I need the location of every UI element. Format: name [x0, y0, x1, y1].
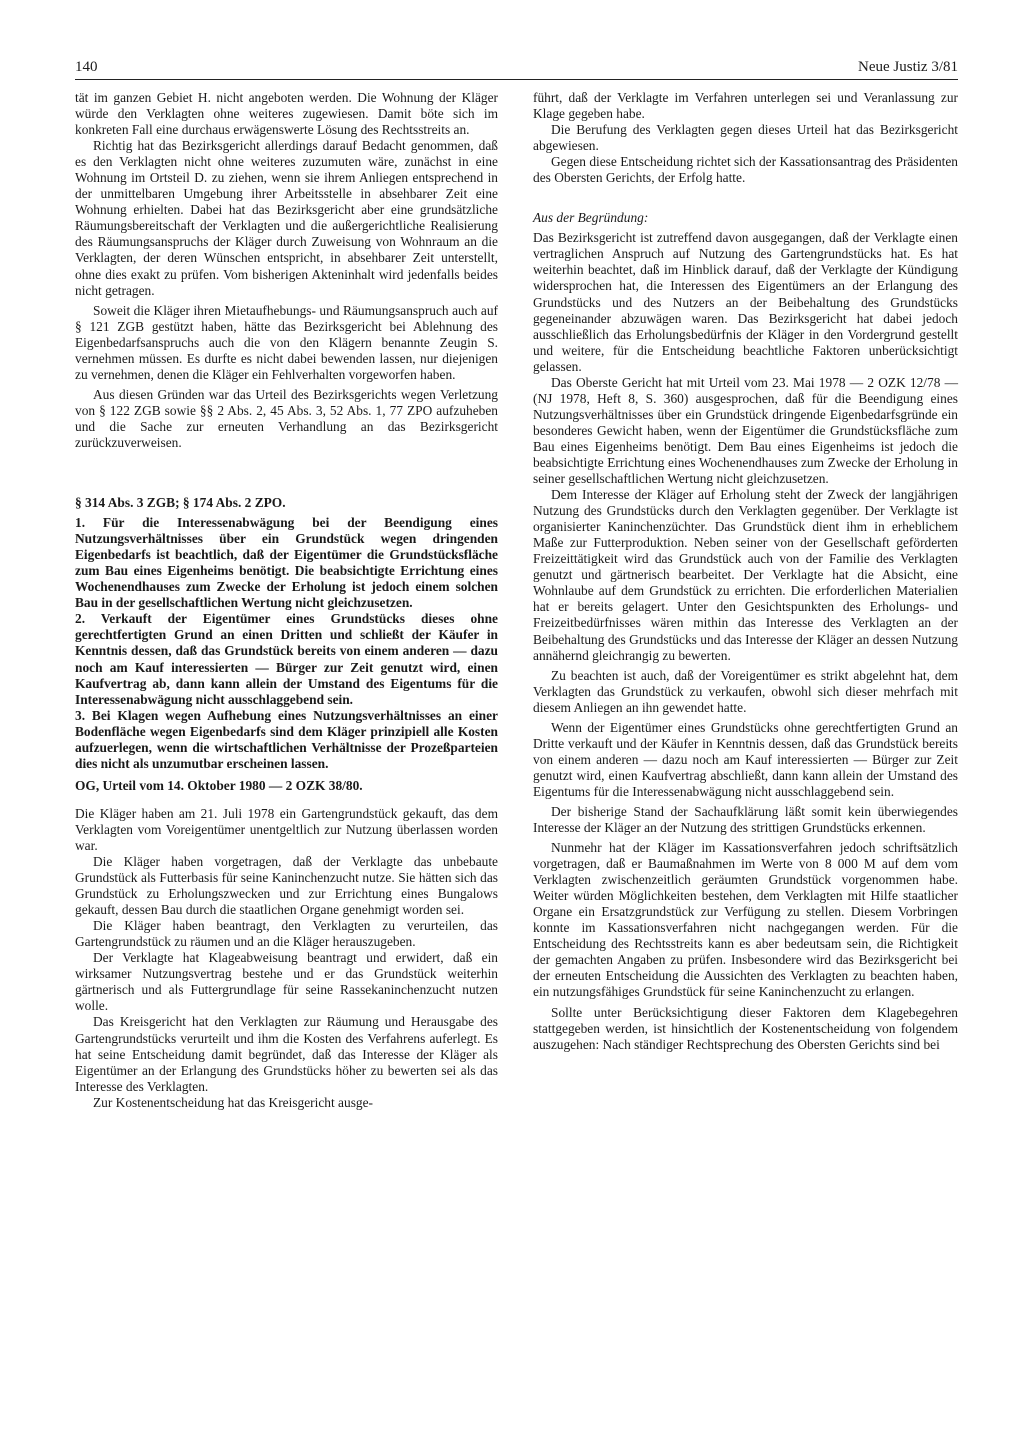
paragraph: Das Kreisgericht hat den Verklagten zur Räumung und Herausgabe des Gartengrundstücks verurteilt und ihm die Kosten des Verfahrens auferlegt. Es hat seine Entscheidung damit begründet, daß das Interesse der Kläger als Eigentümer an der Erlangung des Grundstücks höher zu bewerten sei als das Interesse des Verklagten.	[75, 1014, 498, 1094]
paragraph: Zu beachten ist auch, daß der Voreigentümer es strikt abgelehnt hat, dem Verklagten das Grundstück zu verkaufen, obwohl sich dieser mehrfach mit diesem Anliegen an ihn gewendet hatte.	[533, 667, 958, 715]
headnote-2: 2. Verkauft der Eigentümer eines Grundstücks dieses ohne gerechtfertigten Grund an einen Dritten und schließt der Käufer in Kenntnis dessen, daß das Grundstück bereits von einem anderen — dazu noch am Kauf interessierten — Bürger zur Zeit genutzt wird, einen Kaufvertrag ab, dann kann allein der Umstand des Eigentums für die Interessenabwägung nicht ausschlaggebend sein.	[75, 611, 498, 707]
court-citation: OG, Urteil vom 14. Oktober 1980 — 2 OZK 38/80.	[75, 777, 363, 793]
paragraph: Der bisherige Stand der Sachaufklärung läßt somit kein überwiegendes Interesse der Kläger an der Nutzung des strittigen Grundstücks erkennen.	[533, 803, 958, 836]
paragraph: Das Bezirksgericht ist zutreffend davon ausgegangen, daß der Verklagte einen vertraglichen Anspruch auf Nutzung des Gartengrundstücks hat. Es hat weiterhin beachtet, daß im Hinblick darauf, daß der Verklagte der Kündigung widersprochen hat, die Interessen des Eigentümers an der Erlangung des Grundstücks und des Nutzers an der Beibehaltung des Grundstücks gegeneinander abzuwägen waren. Das Bezirksgericht hat dabei jedoch ausschließlich das Erholungsbedürfnis der Kläger in den Vordergrund gestellt und weitere, für die Entscheidung beachtliche Faktoren unberücksichtigt gelassen.	[533, 230, 958, 374]
paragraph: Nunmehr hat der Kläger im Kassationsverfahren jedoch schriftsätzlich vorgetragen, daß er Baumaßnahmen im Werte von 8 000 M auf dem vom Verklagten zwischenzeitlich geräumten Grundstück vorgenommen habe. Weiter würden Möglichkeiten bestehen, dem Verklagten mit Hilfe staatlicher Organe ein Ersatzgrundstück zur Verfügung zu stellen. Diesem Vorbringen konnte im Kassationsverfahren nicht nachgegangen werden. Für die Entscheidung des Rechtsstreits kann es aber bedeutsam sein, die Richtigkeit der gemachten Angaben zu prüfen. Insbesondere wird das Bezirksgericht bei der erneuten Entscheidung die Aussichten des Verklagten zu beachten haben, ein nutzungsfähiges Grundstück für seine Kaninchenzucht zu erlangen.	[533, 840, 958, 1000]
paragraph: Soweit die Kläger ihren Mietaufhebungs- und Räumungsanspruch auch auf § 121 ZGB gestützt haben, hätte das Bezirksgericht bei Ablehnung des Eigenbedarfsanspruchs auch die von den Klägern benannte Zeugin S. vernehmen müssen. Es durfte es nicht dabei bewenden lassen, nur diejenigen zu vernehmen, denen die Kläger ein Fehlverhalten vorgeworfen haben.	[75, 302, 498, 382]
left-column	[75, 90, 498, 1111]
journal-issue: Neue Justiz 3/81	[858, 59, 958, 75]
headnotes	[75, 515, 498, 772]
paragraph: Richtig hat das Bezirksgericht allerdings darauf Bedacht genommen, daß es den Verklagten nicht ohne weiteres zuzumuten wäre, zunächst in eine Wohnung im Ortsteil D. zu ziehen, wenn sie ihrem Anliegen entsprechend in der unmittelbaren Umgebung ihrer Arbeitsstelle in absehbarer Zeit eine Wohnung erhielten. Dabei hat das Bezirksgericht aber eine grundsätzliche Räumungsbereitschaft der Verklagten und die außergerichtliche Realisierung des Räumungsanspruchs der Kläger durch Zuweisung von Wohnraum an die Verklagten, der deren Wünschen entspricht, in absehbarer Zeit unterstellt, ohne dies exakt zu prüfen. Vom bisherigen Akteninhalt wird jedenfalls beides nicht getragen.	[75, 138, 498, 298]
page-header	[75, 58, 958, 76]
paragraph: Gegen diese Entscheidung richtet sich der Kassationsantrag des Präsidenten des Obersten Gerichts, der Erfolg hatte.	[533, 154, 958, 186]
paragraph: Die Kläger haben am 21. Juli 1978 ein Gartengrundstück gekauft, das dem Verklagten vom Voreigentümer unentgeltlich zur Nutzung überlassen worden war.	[75, 805, 498, 853]
paragraph: Die Berufung des Verklagten gegen dieses Urteil hat das Bezirksgericht abgewiesen.	[533, 122, 958, 154]
paragraph: Zur Kostenentscheidung hat das Kreisgericht ausge-	[93, 1094, 374, 1110]
paragraph: Der Verklagte hat Klageabweisung beantragt und erwidert, daß ein wirksamer Nutzungsvertrag bestehe und er das Grundstück weiterhin gärtnerisch und als Futtergrundlage für seine Rassekaninchenzucht nutzen wolle.	[75, 950, 498, 1014]
paragraph: Aus diesen Gründen war das Urteil des Bezirksgerichts wegen Verletzung von § 122 ZGB sowie §§ 2 Abs. 2, 45 Abs. 3, 52 Abs. 1, 77 ZPO aufzuheben und die Sache zur erneuten Verhandlung an das Bezirksgericht zurückzuverweisen.	[75, 386, 498, 450]
headnote-3: 3. Bei Klagen wegen Aufhebung eines Nutzungsverhältnisses an einer Bodenfläche wegen Eigenbedarfs sind dem Kläger prinzipiell alle Kosten aufzuerlegen, wenn die wirtschaftlichen Verhältnisse der Prozeßparteien dies nicht als unzumutbar erscheinen lassen.	[75, 707, 498, 771]
paragraph: Wenn der Eigentümer eines Grundstücks ohne gerechtfertigten Grund an Dritte verkauft und der Käufer in Kenntnis dessen, daß das Grundstück bereits von einem anderen — dazu noch am Kauf interessierten — Bürger zur Zeit genutzt wird, einen Kaufvertrag abschließt, dann kann allein der Umstand des Eigentums für die Interessenabwägung nicht ausschlaggebend sein.	[533, 719, 958, 799]
paragraph: Das Oberste Gericht hat mit Urteil vom 23. Mai 1978 — 2 OZK 12/78 — (NJ 1978, Heft 8, S. 360) ausgesprochen, daß für die Beendigung eines Nutzungsverhältnisses über ein Grundstück dringende Eigenbedarfsgründe ein besonderes Gewicht haben, wenn der Eigentümer die Grundstücksfläche zum Bau eines Eigenheims benötigt. Dem Bau eines Eigenheims ist jedoch die beabsichtigte Errichtung eines Wochenendhauses zum Zwecke der Erholung in seiner gesellschaftlichen Wertung nicht gleichzusetzen.	[533, 374, 958, 487]
paragraph: Die Kläger haben vorgetragen, daß der Verklagte das unbebaute Grundstück als Futterbasis für seine Kaninchenzucht nutze. Sie hätten sich das Grundstück zu Erholungszwecken und zur Errichtung eines Bungalows gekauft, dessen Bau durch die staatlichen Organe genehmigt worden sei.	[75, 854, 498, 918]
page-number: 140	[75, 59, 98, 75]
headnote-1: 1. Für die Interessenabwägung bei der Beendigung eines Nutzungsverhältnisses über ein Grundstück wegen dringenden Eigenbedarfs ist beachtlich, daß der Eigentümer die Grundstücksfläche zum Bau eines Eigenheims benötigt. Die beabsichtigte Errichtung eines Wochenendhauses zum Zwecke der Erholung ist jedoch einem solchen Bau in der gesellschaftlichen Wertung nicht gleichzusetzen.	[75, 515, 498, 611]
paragraph: Dem Interesse der Kläger auf Erholung steht der Zweck der langjährigen Nutzung des Grundstücks durch den Verklagten gegenüber. Der Verklagte ist organisierter Kaninchenzüchter. Das Grundstück dient ihm in erheblichem Maße zur Futterproduktion. Neben seiner von der Gesellschaft geförderten Freizeittätigkeit wird das Grundstück auch von der Familie des Verklagten genutzt und gärtnerisch bearbeitet. Der Verklagte hat die Absicht, eine Wohnlaube auf dem Grundstück zu errichten. Die erforderlichen Materialien hat er bereits gelagert. Unter den Gesichtspunkten des Erholungs- und Freizeitbedürfnisses wären mithin das Interesse des Verklagten an der Beibehaltung des Grundstücks und das Interesse der Kläger an dessen Nutzung annähernd gleichrangig zu bewerten.	[533, 487, 958, 663]
paragraph: Die Kläger haben beantragt, den Verklagten zu verurteilen, das Gartengrundstück zu räumen und an die Kläger herauszugeben.	[75, 918, 498, 950]
reasons-heading: Aus der Begründung:	[533, 210, 649, 226]
paragraph: führt, daß der Verklagte im Verfahren unterlegen sei und Veranlassung zur Klage gegeben habe.	[533, 90, 958, 122]
statute-heading: § 314 Abs. 3 ZGB; § 174 Abs. 2 ZPO.	[75, 495, 286, 511]
paragraph: Sollte unter Berücksichtigung dieser Faktoren dem Klagebegehren stattgegeben werden, ist hinsichtlich der Kostenentscheidung von folgendem auszugehen: Nach ständiger Rechtsprechung des Obersten Gerichts sind bei	[533, 1004, 958, 1052]
right-column	[533, 90, 958, 1053]
paragraph: tät im ganzen Gebiet H. nicht angeboten werden. Die Wohnung der Kläger würde den Verklagten ohne weiteres zugewiesen. Damit böte sich im konkreten Fall eine durchaus erwägenswerte Lösung des Rechtsstreits an.	[75, 90, 498, 138]
header-rule	[75, 79, 958, 80]
